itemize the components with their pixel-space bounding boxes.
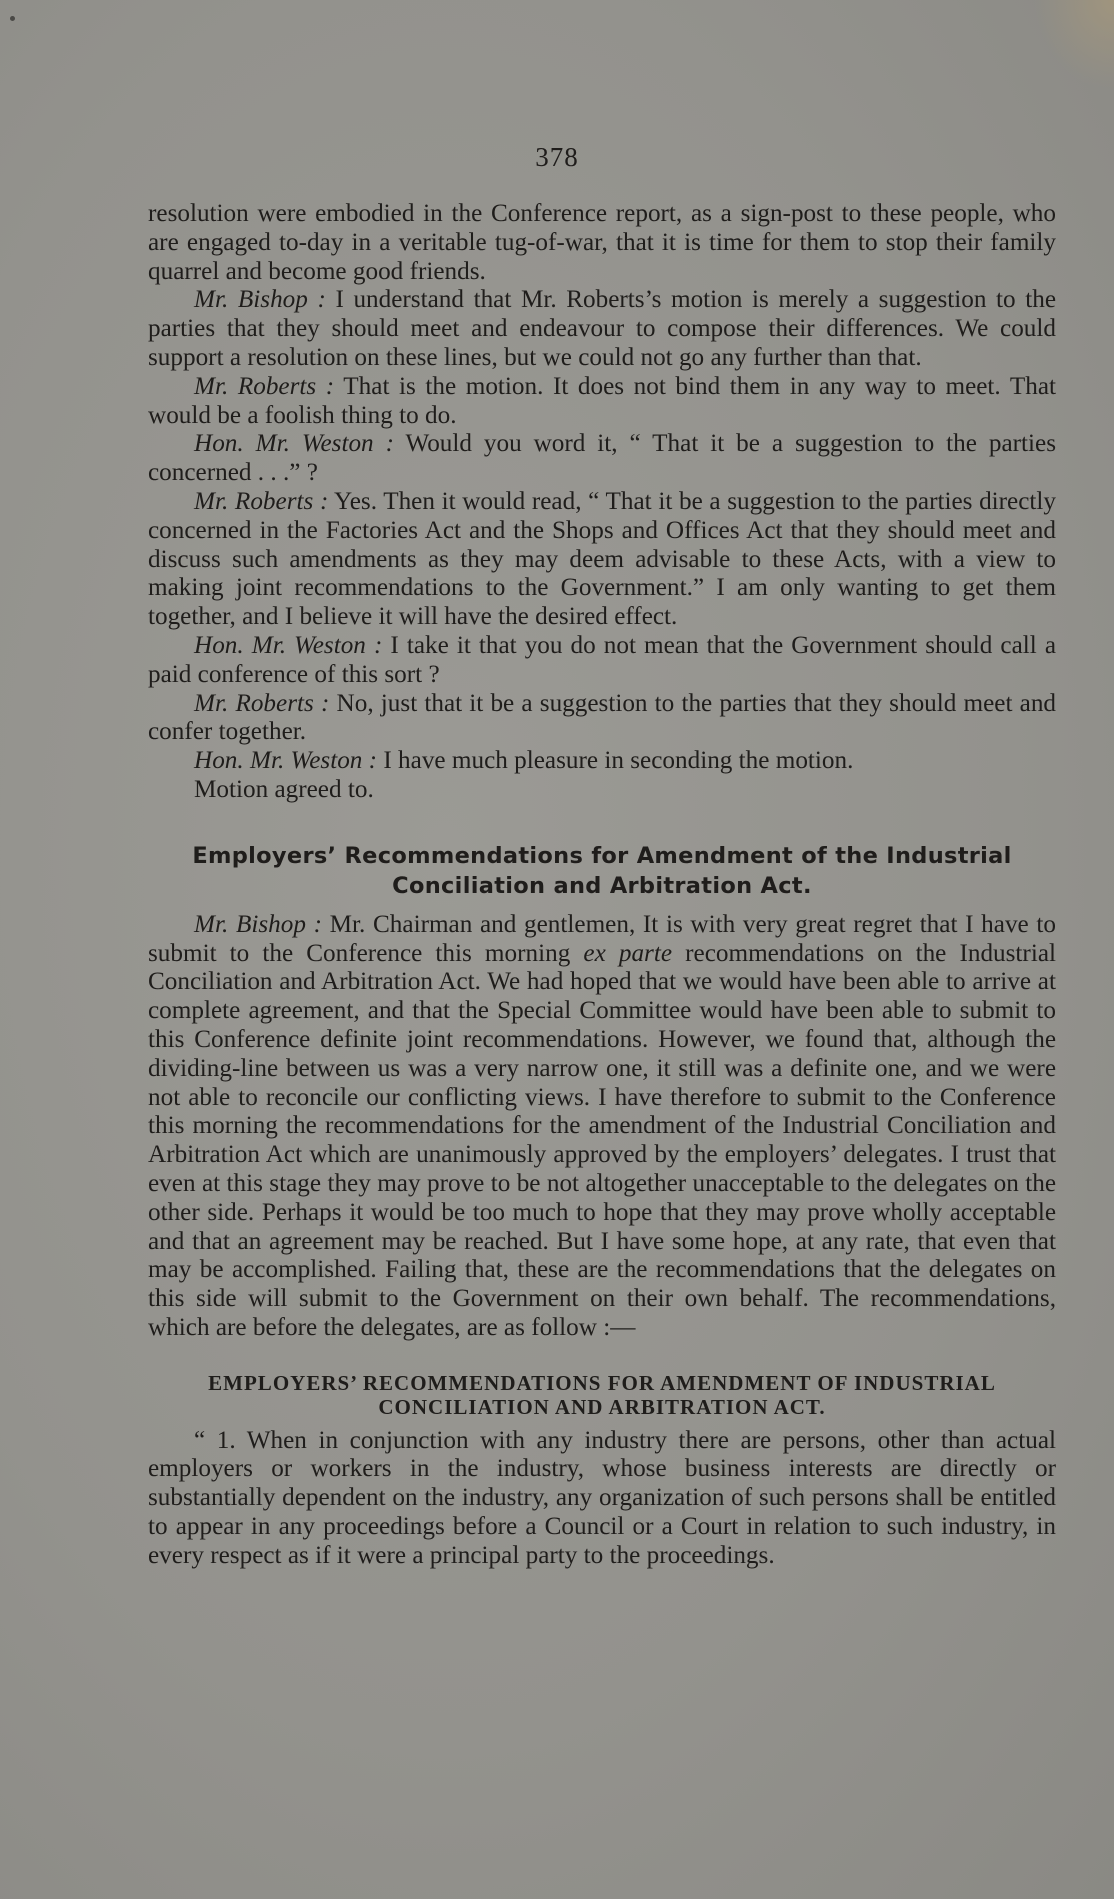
paragraph-weston-1 (148, 430, 1056, 488)
paragraph-text: I have much pleasure in seconding the motion. (377, 747, 854, 775)
section-heading (148, 841, 1056, 901)
recommendations-heading-line-2: CONCILIATION AND ARBITRATION ACT. (378, 1394, 826, 1419)
paragraph-roberts-1 (148, 373, 1056, 431)
speaker-label: Mr. Bishop : (194, 910, 322, 938)
speaker-label: Hon. Mr. Weston : (194, 747, 378, 775)
paragraph-weston-3 (148, 747, 1056, 776)
speaker-label: Hon. Mr. Weston : (194, 430, 394, 458)
speaker-label: Mr. Roberts : (194, 487, 329, 515)
paragraph-text: That is the motion. It does not bind them in any way to meet. That would be a foolish thing to do. (148, 372, 1056, 429)
recommendations-heading (148, 1371, 1056, 1419)
paragraph-bishop-2 (148, 911, 1056, 1343)
paragraph-text: I take it that you do not mean that the Government should call a paid conference of this sort ? (148, 631, 1057, 688)
speaker-label: Hon. Mr. Weston : (194, 631, 383, 659)
paper-speck (10, 16, 15, 21)
corner-stain (1034, 0, 1114, 90)
paragraph-text-part-2: recommendations on the Industrial Conciliation and Arbitration Act. We had hoped that we would have been able to arrive at complete agreement, and that the Special Committee would have been able to submit to this Conference definite joint recommendations. However, we found that, although the dividing-line between us was a very narrow one, it still was a definite one, and we were not able to reconcile our conflicting views. I have therefore to submit to the Conference this morning the recommendations for the amendment of the Industrial Conciliation and Arbitration Act which are unanimously approved by the employers’ delegates. I trust that even at this stage they may prove to be not altogether unacceptable to the delegates on the other side. Perhaps it would be too much to hope that they may prove wholly acceptable and that an agreement may be reached. But I have some hope, at any rate, that even that may be accomplished. Failing that, these are the recommendations that the delegates on this side will submit to the Government on their own behalf. The recommendations, which are before the delegates, are as follow :— (148, 939, 1056, 1341)
paragraph-continuation: resolution were embodied in the Conference report, as a sign-post to these people, who are engaged to-day in a veritable tug-of-war, that it is time for them to stop their family quarrel and become good friends. (148, 200, 1056, 285)
paragraph-roberts-2 (148, 488, 1056, 632)
section-heading-line-1: Employers’ Recommendations for Amendment of the Industrial (192, 842, 1012, 869)
paragraph-text-part-1: Mr. Chairman and gentlemen, It is with very great regret that I have to submit to the Conference this morning (148, 910, 1056, 967)
paragraph-text: I understand that Mr. Roberts’s motion is merely a suggestion to the parties that they should meet and endeavour to compose their differences. We could support a resolution on these lines, but we could not go any further than that. (148, 286, 1056, 371)
motion-agreed: Motion agreed to. (194, 775, 374, 803)
paragraph-bishop-1 (148, 286, 1056, 372)
recommendation-1: “ 1. When in conjunction with any industry there are persons, other than actual employers or workers in the industry, whose business interests are directly or substantially dependent on the industry, any organization of such persons shall be entitled to appear in any proceedings before a Council or a Court in relation to such industry, in every respect as if it were a principal party to the proceedings. (148, 1426, 1056, 1569)
speaker-label: Mr. Roberts : (194, 689, 330, 717)
latin-phrase: ex parte (583, 939, 673, 967)
paragraph-weston-2 (148, 632, 1056, 690)
speaker-label: Mr. Roberts : (194, 372, 335, 400)
page-number: 378 (535, 142, 579, 172)
recommendations-heading-line-1: EMPLOYERS’ RECOMMENDATIONS FOR AMENDMENT OF INDUSTRIAL (208, 1370, 996, 1395)
paragraph-text: Yes. Then it would read, “ That it be a suggestion to the parties directly concerned in the Factories Act and the Shops and Offices Act that they should meet and discuss such amendments as they may deem advisable to these Acts, with a view to making joint recommendations to the Government.” I am only wanting to get them together, and I believe it will have the desired effect. (148, 487, 1057, 631)
section-heading-line-2: Conciliation and Arbitration Act. (392, 872, 812, 899)
page-body (148, 200, 1056, 1571)
paragraph-text: Would you word it, “ That it be a suggestion to the parties concerned . . .” ? (148, 430, 1056, 487)
speaker-label: Mr. Bishop : (194, 286, 326, 314)
paragraph-roberts-3 (148, 690, 1056, 748)
paragraph-text: No, just that it be a suggestion to the parties that they should meet and confer together. (148, 689, 1057, 746)
